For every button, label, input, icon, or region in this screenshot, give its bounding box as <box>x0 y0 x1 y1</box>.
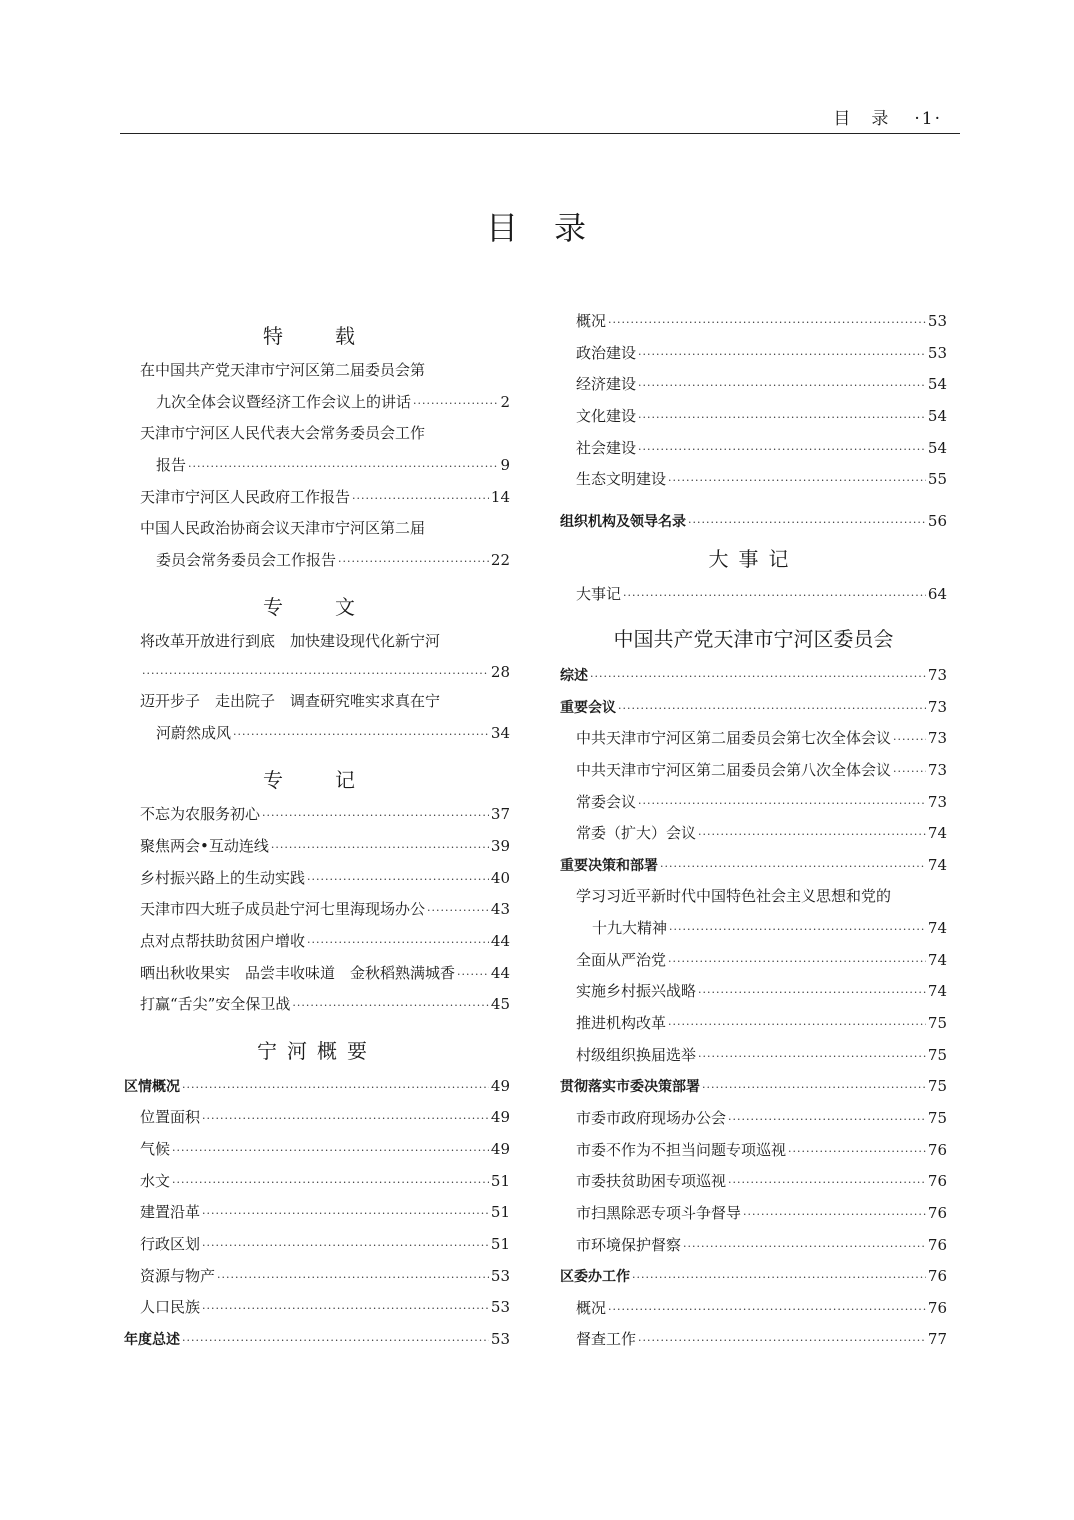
toc-entry[interactable] <box>576 405 947 427</box>
toc-entry[interactable] <box>560 696 947 718</box>
toc-entry-page-number: 53 <box>927 312 947 330</box>
toc-entry-page-number: 40 <box>490 869 510 887</box>
toc-entry-page-number: 49 <box>490 1077 510 1095</box>
toc-entry-page-number: 73 <box>927 666 947 684</box>
toc-entry-page-number: 76 <box>927 1204 947 1222</box>
toc-entry-title: 村级组织换届选举 <box>576 1046 697 1064</box>
toc-entry-page-number: 53 <box>927 344 947 362</box>
dot-leader <box>172 1140 489 1162</box>
toc-entry[interactable] <box>576 1107 947 1129</box>
running-head-section: 目 录 <box>833 109 891 129</box>
dot-leader <box>893 761 926 783</box>
toc-entry-line: 迈开步子 走出院子 调查研究唯实求真在宁 <box>140 692 441 710</box>
toc-entry[interactable] <box>140 1170 510 1192</box>
dot-leader <box>702 1077 926 1099</box>
toc-entry[interactable] <box>124 1328 510 1350</box>
toc-entry-title: 实施乡村振兴战略 <box>576 982 697 1000</box>
dot-leader <box>698 982 926 1004</box>
toc-entry[interactable] <box>576 980 947 1002</box>
toc-entry-page-number: 76 <box>927 1172 947 1190</box>
dot-leader <box>202 1235 489 1257</box>
dot-leader <box>172 1172 489 1194</box>
toc-entry-page-number: 14 <box>490 488 510 506</box>
dot-leader <box>788 1141 926 1163</box>
toc-entry-line: 天津市宁河区人民代表大会常务委员会工作 <box>140 424 426 442</box>
toc-entry[interactable] <box>140 661 510 683</box>
toc-entry-page-number: 73 <box>927 698 947 716</box>
toc-entry-title: 重要决策和部署 <box>560 858 658 874</box>
toc-entry-page-number: 37 <box>490 805 510 823</box>
dot-leader <box>668 470 926 492</box>
toc-entry-title: 报告 <box>156 456 187 474</box>
toc-entry[interactable] <box>140 898 510 920</box>
toc-entry-title: 河蔚然成风 <box>156 724 232 742</box>
toc-entry-title: 市委不作为不担当问题专项巡视 <box>576 1141 787 1159</box>
dot-leader <box>413 393 498 415</box>
toc-entry-title: 全面从严治党 <box>576 951 667 969</box>
toc-entry-line: 中国人民政治协商会议天津市宁河区第二届 <box>140 519 426 537</box>
dot-leader <box>698 1046 926 1068</box>
toc-entry[interactable] <box>560 510 947 532</box>
dot-leader <box>632 1267 926 1289</box>
toc-entry-page-number: 53 <box>490 1298 510 1316</box>
toc-entry-page-number: 44 <box>490 932 510 950</box>
toc-entry-title: 行政区划 <box>140 1235 201 1253</box>
dot-leader <box>668 1014 926 1036</box>
dot-leader <box>668 951 926 973</box>
dot-leader <box>271 837 489 859</box>
dot-leader <box>188 456 498 478</box>
running-head-page: ·1· <box>914 109 942 129</box>
toc-entry-page-number: 51 <box>490 1172 510 1190</box>
toc-entry-title: 九次全体会议暨经济工作会议上的讲话 <box>156 393 412 411</box>
toc-entry-title: 组织机构及领导名录 <box>560 514 686 530</box>
toc-entry-title: 社会建设 <box>576 439 637 457</box>
toc-entry-title: 概况 <box>576 1299 607 1317</box>
toc-entry-title: 大事记 <box>576 585 622 603</box>
toc-entry-title: 水文 <box>140 1172 171 1190</box>
toc-entry-page-number: 44 <box>490 964 510 982</box>
toc-entry-title: 位置面积 <box>140 1108 201 1126</box>
toc-entry-title: 市委扶贫助困专项巡视 <box>576 1172 727 1190</box>
dot-leader <box>728 1172 926 1194</box>
toc-entry[interactable] <box>576 437 947 459</box>
toc-entry-page-number: 73 <box>927 793 947 811</box>
toc-entry[interactable] <box>576 583 947 605</box>
dot-leader <box>457 964 489 986</box>
toc-entry-title: 市扫黑除恶专项斗争督导 <box>576 1204 742 1222</box>
toc-entry-line: 学习习近平新时代中国特色社会主义思想和党的 <box>576 887 892 905</box>
dot-leader <box>142 663 489 685</box>
section-heading: 中国共产党天津市宁河区委员会 <box>613 627 894 651</box>
toc-entry-page-number: 28 <box>490 663 510 681</box>
toc-entry[interactable] <box>576 1328 947 1350</box>
toc-entry-page-number: 74 <box>927 824 947 842</box>
toc-entry-title: 生态文明建设 <box>576 470 667 488</box>
dot-leader <box>638 375 926 397</box>
toc-entry-page-number: 54 <box>927 439 947 457</box>
toc-entry-page-number: 74 <box>927 856 947 874</box>
toc-entry-title: 聚焦两会•互动连线 <box>140 837 269 855</box>
toc-entry-title: 晒出秋收果实 品尝丰收味道 金秋稻熟满城香 <box>140 964 456 982</box>
dot-leader <box>182 1330 489 1352</box>
dot-leader <box>623 585 926 607</box>
toc-entry-title: 推进机构改革 <box>576 1014 667 1032</box>
toc-entry-title: 中共天津市宁河区第二届委员会第八次全体会议 <box>576 761 892 779</box>
toc-entry[interactable] <box>140 993 510 1015</box>
toc-entry[interactable] <box>156 391 510 413</box>
toc-entry-page-number: 76 <box>927 1267 947 1285</box>
section-heading: 专 文 <box>263 595 371 619</box>
toc-entry-page-number: 49 <box>490 1140 510 1158</box>
toc-entry-page-number: 54 <box>927 407 947 425</box>
toc-entry-title: 区情概况 <box>124 1079 180 1095</box>
dot-leader <box>292 995 489 1017</box>
toc-entry[interactable] <box>560 1075 947 1097</box>
dot-leader <box>688 512 926 534</box>
dot-leader <box>307 869 489 891</box>
section-heading: 大事记 <box>708 547 799 571</box>
toc-entry[interactable] <box>576 727 947 749</box>
toc-entry-title: 点对点帮扶助贫困户增收 <box>140 932 306 950</box>
toc-entry[interactable] <box>140 803 510 825</box>
toc-entry[interactable] <box>560 1265 947 1287</box>
toc-entry-page-number: 51 <box>490 1203 510 1221</box>
toc-entry-title: 资源与物产 <box>140 1267 216 1285</box>
section-heading: 专 记 <box>263 768 371 792</box>
toc-entry-title: 常委会议 <box>576 793 637 811</box>
toc-entry[interactable] <box>576 468 947 490</box>
dot-leader <box>669 919 926 941</box>
toc-entry-page-number: 74 <box>927 951 947 969</box>
toc-entry-line: 在中国共产党天津市宁河区第二届委员会第 <box>140 361 426 379</box>
toc-entry[interactable] <box>140 1296 510 1318</box>
toc-entry-page-number: 53 <box>490 1267 510 1285</box>
toc-entry[interactable] <box>140 486 510 508</box>
dot-leader <box>590 666 926 688</box>
dot-leader <box>202 1298 489 1320</box>
toc-entry[interactable] <box>140 1201 510 1223</box>
toc-entry-page-number: 51 <box>490 1235 510 1253</box>
toc-entry-page-number: 76 <box>927 1299 947 1317</box>
toc-entry[interactable] <box>576 822 947 844</box>
toc-entry[interactable] <box>140 930 510 952</box>
toc-entry-page-number: 9 <box>500 456 510 474</box>
dot-leader <box>893 729 926 751</box>
toc-entry[interactable] <box>576 949 947 971</box>
toc-entry-title: 打赢“舌尖”安全保卫战 <box>140 995 291 1013</box>
page-title: 目 录 <box>485 209 588 247</box>
toc-entry-page-number: 75 <box>927 1109 947 1127</box>
toc-entry-page-number: 53 <box>490 1330 510 1348</box>
toc-entry[interactable] <box>576 373 947 395</box>
dot-leader <box>618 698 926 720</box>
toc-entry[interactable] <box>140 835 510 857</box>
dot-leader <box>638 344 926 366</box>
toc-entry-page-number: 54 <box>927 375 947 393</box>
toc-entry-page-number: 2 <box>500 393 510 411</box>
toc-entry-title: 贯彻落实市委决策部署 <box>560 1079 700 1095</box>
toc-entry-title: 区委办工作 <box>560 1269 630 1285</box>
toc-entry-page-number: 49 <box>490 1108 510 1126</box>
toc-entry-title: 委员会常务委员会工作报告 <box>156 551 337 569</box>
dot-leader <box>638 407 926 429</box>
dot-leader <box>352 488 489 510</box>
toc-entry[interactable] <box>576 1139 947 1161</box>
toc-entry[interactable] <box>576 1234 947 1256</box>
toc-entry[interactable] <box>592 917 947 939</box>
toc-entry-page-number: 75 <box>927 1046 947 1064</box>
dot-leader <box>202 1108 489 1130</box>
toc-entry-title: 综述 <box>560 668 588 684</box>
toc-entry[interactable] <box>576 1297 947 1319</box>
toc-entry[interactable] <box>576 1202 947 1224</box>
toc-entry-title: 概况 <box>576 312 607 330</box>
toc-entry-page-number: 34 <box>490 724 510 742</box>
toc-entry[interactable] <box>560 664 947 686</box>
toc-entry-title: 人口民族 <box>140 1298 201 1316</box>
toc-entry[interactable] <box>124 1075 510 1097</box>
dot-leader <box>427 900 489 922</box>
toc-entry-title: 市委市政府现场办公会 <box>576 1109 727 1127</box>
toc-entry-page-number: 43 <box>490 900 510 918</box>
toc-entry-title: 建置沿革 <box>140 1203 201 1221</box>
section-heading: 特 载 <box>263 324 371 348</box>
toc-entry[interactable] <box>576 759 947 781</box>
toc-entry[interactable] <box>140 1106 510 1128</box>
toc-entry-page-number: 73 <box>927 729 947 747</box>
toc-entry-page-number: 56 <box>927 512 947 530</box>
toc-entry[interactable] <box>576 1044 947 1066</box>
toc-entry[interactable] <box>576 1012 947 1034</box>
dot-leader <box>638 439 926 461</box>
section-heading: 宁河概要 <box>257 1039 377 1063</box>
dot-leader <box>262 805 489 827</box>
toc-entry-title: 中共天津市宁河区第二届委员会第七次全体会议 <box>576 729 892 747</box>
dot-leader <box>743 1204 926 1226</box>
dot-leader <box>683 1236 926 1258</box>
toc-entry-page-number: 39 <box>490 837 510 855</box>
toc-entry-page-number: 74 <box>927 919 947 937</box>
dot-leader <box>202 1203 489 1225</box>
dot-leader <box>217 1267 489 1289</box>
dot-leader <box>698 824 926 846</box>
toc-entry[interactable] <box>576 342 947 364</box>
header-rule <box>120 133 960 134</box>
toc-entry-title: 年度总述 <box>124 1332 180 1348</box>
toc-entry-title: 常委（扩大）会议 <box>576 824 697 842</box>
toc-entry-page-number: 76 <box>927 1141 947 1159</box>
toc-entry[interactable] <box>140 1265 510 1287</box>
toc-entry-title: 市环境保护督察 <box>576 1236 682 1254</box>
toc-entry-page-number: 76 <box>927 1236 947 1254</box>
running-head <box>833 104 942 129</box>
toc-entry[interactable] <box>140 962 510 984</box>
toc-entry[interactable] <box>156 722 510 744</box>
toc-entry-title: 经济建设 <box>576 375 637 393</box>
toc-entry-title: 十九大精神 <box>592 919 668 937</box>
toc-entry[interactable] <box>140 867 510 889</box>
toc-entry-page-number: 55 <box>927 470 947 488</box>
toc-entry[interactable] <box>156 549 510 571</box>
toc-entry-title: 文化建设 <box>576 407 637 425</box>
dot-leader <box>638 793 926 815</box>
toc-entry[interactable] <box>576 310 947 332</box>
toc-entry-page-number: 22 <box>490 551 510 569</box>
toc-entry[interactable] <box>576 791 947 813</box>
toc-entry-page-number: 73 <box>927 761 947 779</box>
toc-entry[interactable] <box>140 1233 510 1255</box>
toc-entry-title: 不忘为农服务初心 <box>140 805 261 823</box>
toc-entry-title: 督查工作 <box>576 1330 637 1348</box>
toc-entry-title: 乡村振兴路上的生动实践 <box>140 869 306 887</box>
toc-entry[interactable] <box>156 454 510 476</box>
toc-entry-page-number: 45 <box>490 995 510 1013</box>
toc-entry-page-number: 64 <box>927 585 947 603</box>
toc-entry-page-number: 74 <box>927 982 947 1000</box>
toc-entry[interactable] <box>560 854 947 876</box>
dot-leader <box>728 1109 926 1131</box>
toc-entry[interactable] <box>576 1170 947 1192</box>
toc-entry-title: 气候 <box>140 1140 171 1158</box>
toc-entry-title: 政治建设 <box>576 344 637 362</box>
toc-entry-title: 天津市宁河区人民政府工作报告 <box>140 488 351 506</box>
toc-entry-page-number: 75 <box>927 1077 947 1095</box>
toc-entry-title: 重要会议 <box>560 700 616 716</box>
dot-leader <box>660 856 926 878</box>
dot-leader <box>182 1077 489 1099</box>
toc-entry[interactable] <box>140 1138 510 1160</box>
dot-leader <box>608 312 926 334</box>
toc-entry-line: 将改革开放进行到底 加快建设现代化新宁河 <box>140 632 441 650</box>
toc-entry-title: 天津市四大班子成员赴宁河七里海现场办公 <box>140 900 426 918</box>
dot-leader <box>233 724 489 746</box>
dot-leader <box>638 1330 926 1352</box>
dot-leader <box>608 1299 926 1321</box>
dot-leader <box>307 932 489 954</box>
toc-entry-page-number: 77 <box>927 1330 947 1348</box>
toc-entry-page-number: 75 <box>927 1014 947 1032</box>
dot-leader <box>338 551 489 573</box>
